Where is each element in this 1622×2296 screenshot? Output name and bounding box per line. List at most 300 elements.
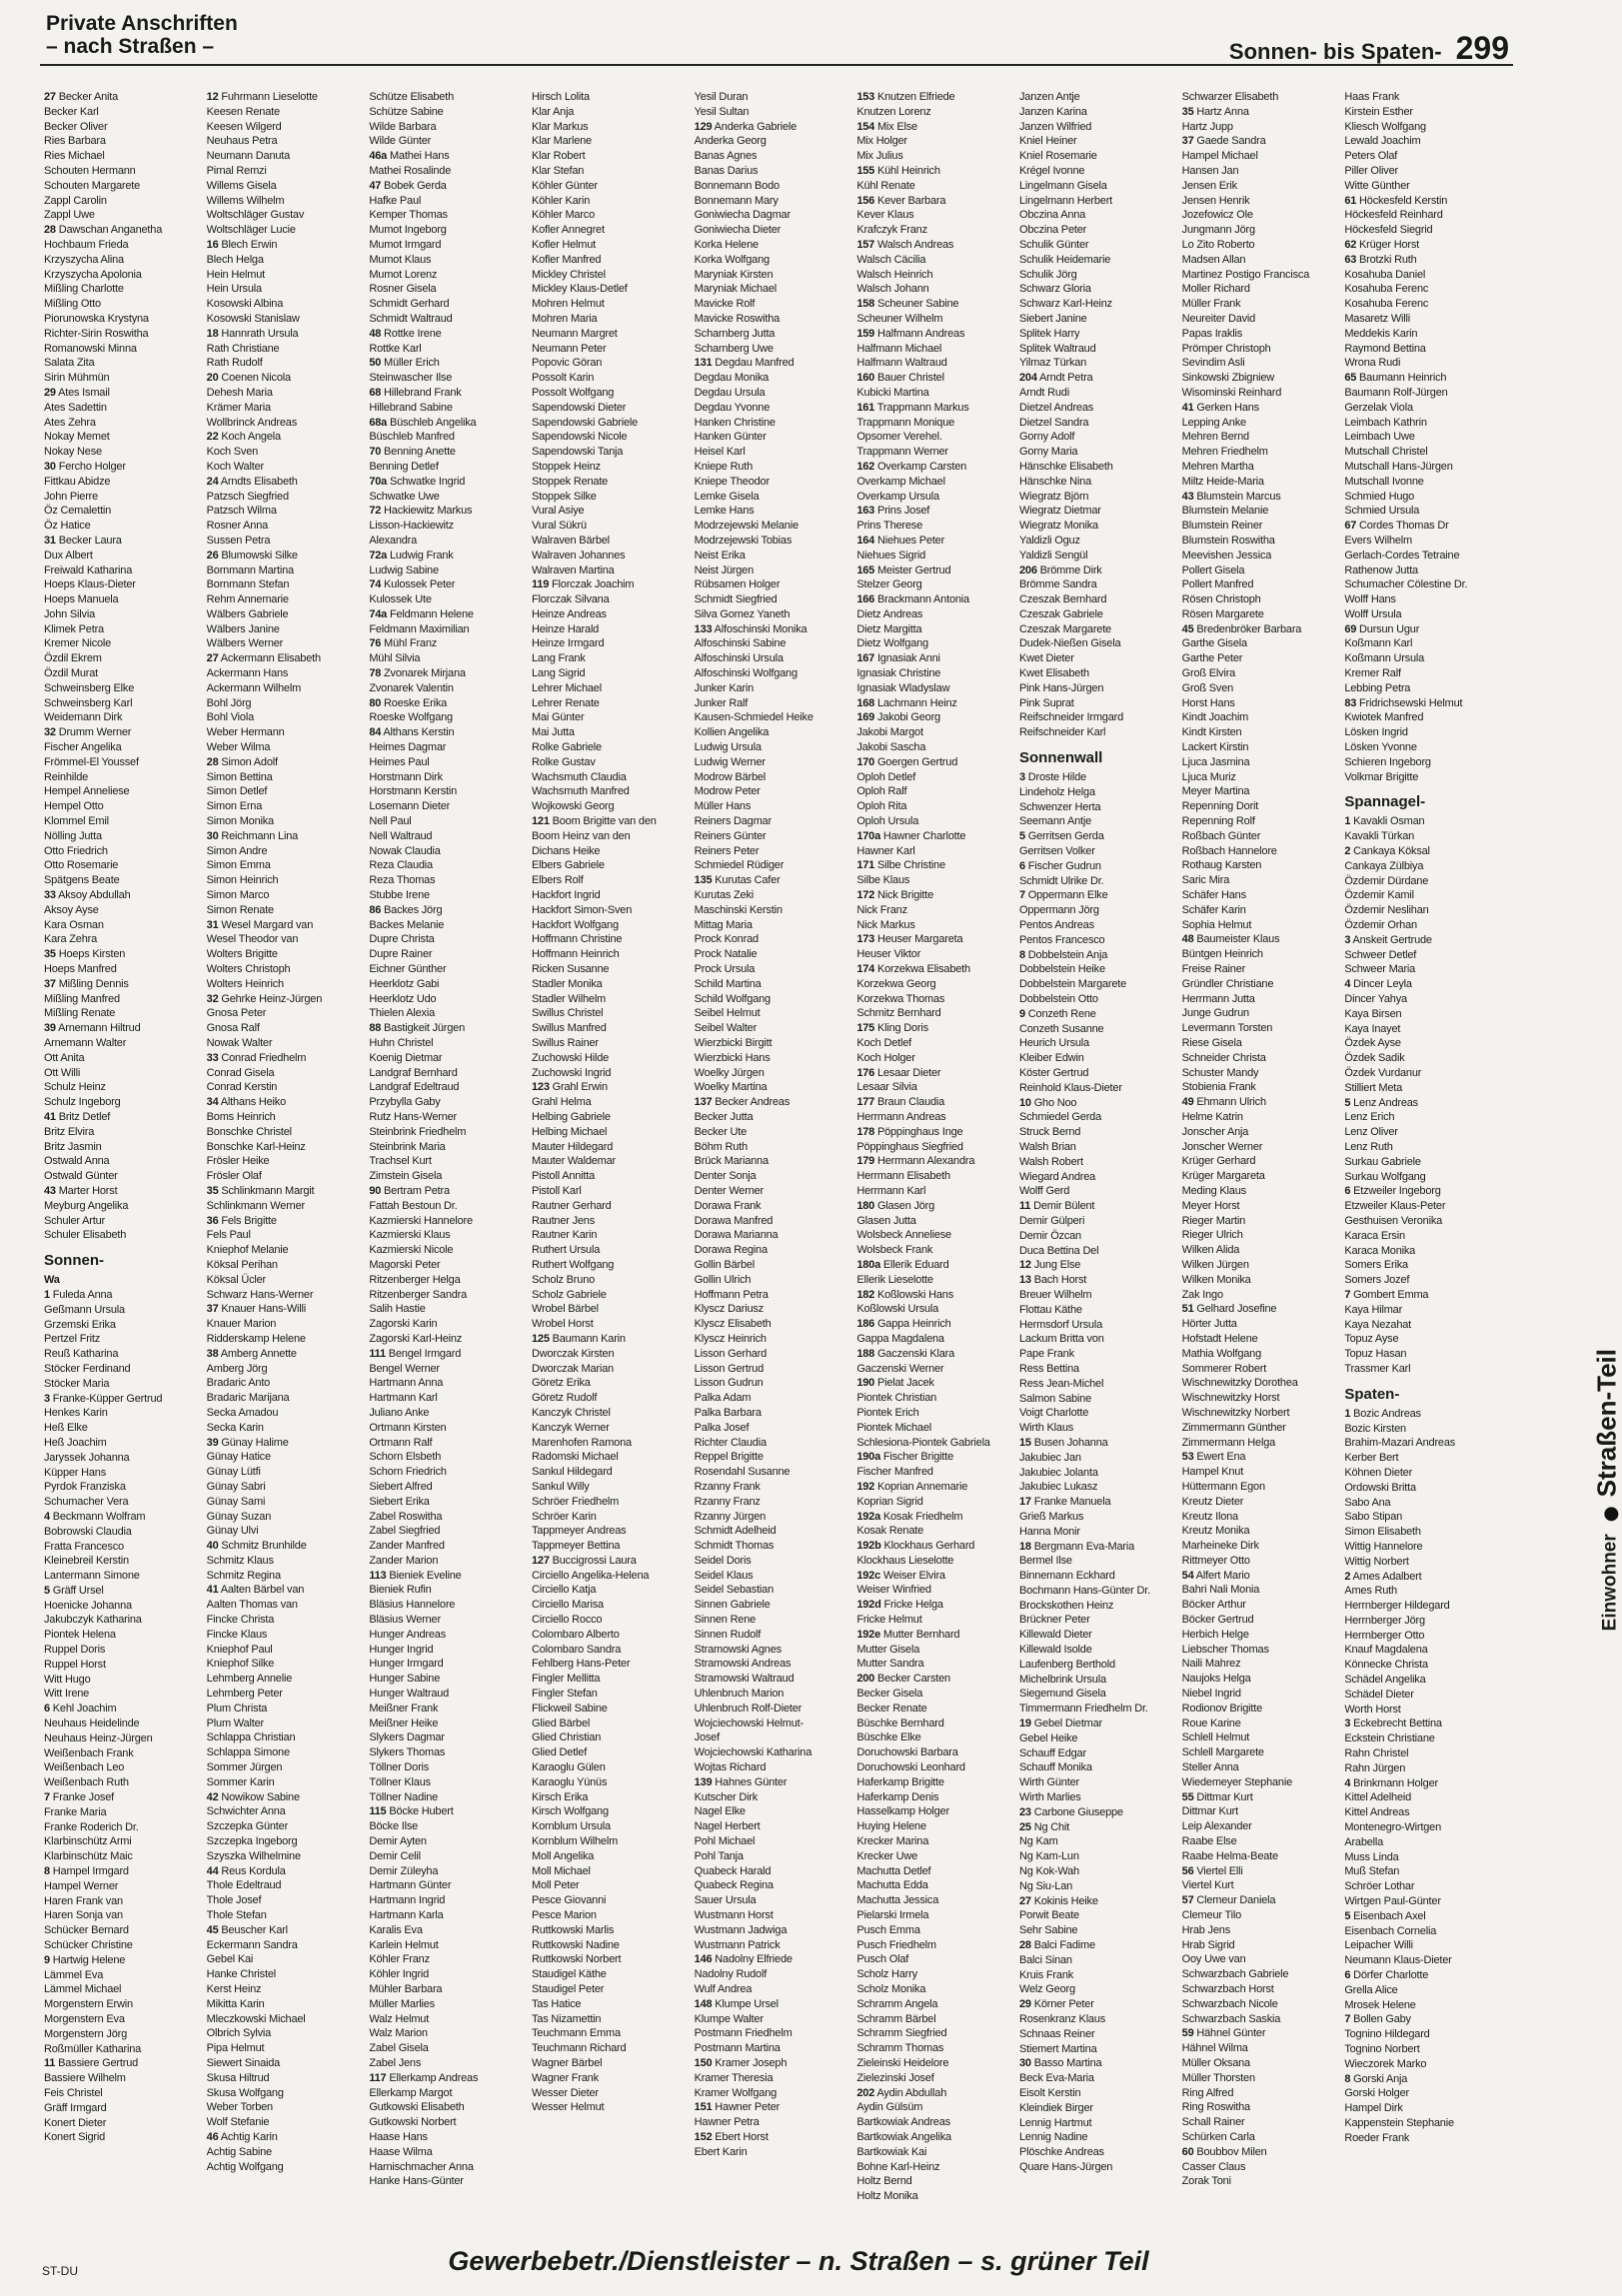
- resident-name: Kirstein Esther: [1344, 105, 1413, 118]
- resident-name: Witt Hugo: [44, 1673, 91, 1686]
- list-item: [695, 1598, 851, 1613]
- resident-name: Dux Albert: [44, 549, 93, 562]
- resident-name: Bradaric Anto: [206, 1377, 271, 1390]
- list-item: [44, 1066, 201, 1081]
- list-item: [44, 607, 201, 622]
- list-item: [207, 194, 364, 209]
- list-item: [1182, 1569, 1339, 1584]
- resident-name: Karlein Helmut: [369, 1938, 439, 1951]
- list-item: [1019, 1081, 1176, 1096]
- list-item: [1344, 1658, 1501, 1673]
- list-item: [207, 1687, 364, 1702]
- list-item: [1019, 1643, 1176, 1658]
- list-item: [207, 1066, 364, 1081]
- list-item: [856, 814, 1013, 829]
- resident-name: Althans Kerstin: [383, 726, 455, 739]
- resident-name: Heimes Dagmar: [369, 741, 447, 754]
- house-number: 164: [856, 534, 875, 547]
- list-item: [1019, 1540, 1176, 1555]
- list-item: [369, 592, 526, 607]
- house-number: 125: [532, 1332, 550, 1345]
- resident-name: Duca Bettina Del: [1019, 1244, 1099, 1257]
- resident-name: Zagorski Karin: [369, 1318, 438, 1331]
- house-number: 192e: [856, 1628, 880, 1641]
- list-item: [695, 149, 851, 164]
- resident-name: Wagner Bärbel: [532, 2056, 603, 2069]
- resident-name: Gelhard Josefine: [1196, 1303, 1277, 1316]
- resident-name: Gollin Bärbel: [694, 1258, 756, 1271]
- resident-name: Morgenstern Erwin: [44, 1998, 133, 2011]
- resident-name: Pesce Giovanni: [532, 1894, 607, 1907]
- list-item: [207, 725, 364, 740]
- list-item: [856, 2189, 1013, 2204]
- resident-name: Klar Markus: [532, 120, 589, 133]
- list-item: [44, 1154, 201, 1169]
- list-item: [207, 1080, 364, 1095]
- resident-name: Lisson Gertrud: [694, 1362, 765, 1375]
- resident-name: Hackfort Simon-Sven: [532, 903, 633, 916]
- resident-name: Breuer Wilhelm: [1019, 1288, 1092, 1301]
- list-item: [1019, 1347, 1176, 1362]
- resident-name: Becker Ute: [694, 1125, 748, 1138]
- resident-name: Jaryssek Johanna: [44, 1451, 130, 1464]
- resident-name: Sapendowski Gabriele: [532, 416, 639, 429]
- resident-name: Zimmermann Günther: [1181, 1421, 1286, 1434]
- house-number: 176: [856, 1066, 875, 1079]
- resident-name: Alfert Mario: [1195, 1569, 1250, 1582]
- list-item: [1182, 386, 1339, 401]
- list-item: [44, 2071, 201, 2086]
- list-item: [1019, 1746, 1176, 1761]
- resident-name: Lehmberg Peter: [206, 1688, 283, 1701]
- resident-name: Laufenberg Berthold: [1019, 1658, 1115, 1671]
- resident-name: Thole Josef: [206, 1894, 262, 1907]
- list-item: [532, 120, 689, 135]
- list-item: [369, 386, 526, 401]
- resident-name: Pesce Marion: [532, 1909, 597, 1922]
- directory-column: [207, 90, 364, 2228]
- list-item: [1182, 1657, 1339, 1672]
- list-item: [1019, 475, 1176, 490]
- list-item: [856, 2115, 1013, 2130]
- resident-name: Muss Linda: [1344, 1850, 1399, 1863]
- resident-name: Hoffmann Heinrich: [532, 948, 620, 961]
- resident-name: Klarbinschütz Maic: [44, 1850, 133, 1863]
- list-item: [1182, 297, 1339, 312]
- list-item: [1344, 1110, 1501, 1125]
- resident-name: Degdau Manfred: [715, 357, 795, 370]
- list-item: [1344, 1805, 1501, 1820]
- list-item: [695, 710, 851, 725]
- house-number: 80: [369, 696, 382, 709]
- list-item: [207, 2160, 364, 2175]
- house-number: 123: [532, 1081, 550, 1094]
- house-number: 155: [856, 164, 875, 177]
- list-item: [44, 829, 201, 844]
- list-item: [207, 460, 364, 475]
- resident-name: Kühl Renate: [856, 179, 915, 192]
- resident-name: Palka Barbara: [694, 1406, 762, 1419]
- list-item: [856, 2145, 1013, 2160]
- resident-name: Demir Celil: [369, 1849, 421, 1862]
- resident-name: Lenz Erich: [1344, 1111, 1395, 1124]
- resident-name: Stramowski Andreas: [694, 1658, 792, 1671]
- list-item: [856, 1893, 1013, 1908]
- house-number: 16: [206, 238, 219, 251]
- list-item: [1182, 1923, 1339, 1938]
- resident-name: Eisolt Kerstin: [1019, 2086, 1081, 2099]
- resident-name: Demir Bülent: [1033, 1200, 1095, 1213]
- list-item: [856, 1450, 1013, 1465]
- resident-name: Postmann Friedhelm: [694, 2027, 793, 2040]
- list-item: [369, 1154, 526, 1169]
- resident-name: Dupre Rainer: [369, 948, 433, 961]
- resident-name: Ackermann Wilhelm: [206, 681, 302, 694]
- list-item: [695, 1643, 851, 1658]
- list-item: [1019, 1110, 1176, 1125]
- house-number: 70: [369, 446, 382, 459]
- list-item: [1019, 2101, 1176, 2116]
- list-item: [532, 636, 689, 651]
- list-item: [369, 1465, 526, 1480]
- resident-name: Stoppek Silke: [532, 490, 597, 503]
- resident-name: Mathei Hans: [389, 150, 450, 163]
- list-item: [1182, 858, 1339, 873]
- house-number: 49: [1181, 1096, 1194, 1109]
- list-item: [1019, 696, 1176, 711]
- list-item: [207, 1169, 364, 1184]
- resident-name: Wirth Marlies: [1019, 1791, 1081, 1804]
- list-item: [1019, 1968, 1176, 1983]
- resident-name: Schouten Margarete: [44, 179, 141, 192]
- list-item: [369, 799, 526, 814]
- list-item: [207, 1184, 364, 1199]
- list-item: [695, 120, 851, 135]
- resident-name: Halfmann Michael: [856, 342, 942, 355]
- list-item: [695, 1110, 851, 1125]
- list-item: [44, 1362, 201, 1377]
- resident-name: Zabel Jens: [369, 2056, 422, 2069]
- resident-name: Wierzbicki Hans: [694, 1051, 771, 1064]
- list-item: [1019, 1495, 1176, 1510]
- resident-name: Heinze Andreas: [532, 607, 607, 620]
- list-item: [369, 1184, 526, 1199]
- resident-name: Karaoglu Gülen: [532, 1761, 606, 1774]
- resident-name: Banas Agnes: [694, 150, 758, 163]
- list-item: [1344, 1007, 1501, 1022]
- list-item: [856, 120, 1013, 135]
- resident-name: Holtz Bernd: [856, 2175, 912, 2188]
- list-item: [695, 607, 851, 622]
- house-number: 12: [1019, 1259, 1031, 1272]
- footer-text: Gewerbebetr./Dienstleister – n. Straßen – s. grüner Teil: [448, 2246, 1149, 2276]
- list-item: [1182, 962, 1339, 977]
- list-item: [1344, 1703, 1501, 1718]
- list-item: [207, 1657, 364, 1672]
- resident-name: Nowak Walter: [206, 1037, 273, 1049]
- list-item: [1182, 636, 1339, 651]
- list-item: [44, 1554, 201, 1569]
- list-item: [1182, 1819, 1339, 1834]
- list-item: [532, 1997, 689, 2012]
- house-number: 154: [856, 120, 875, 133]
- resident-name: Maryniak Kirsten: [694, 268, 774, 281]
- resident-name: Ruttkowski Marlis: [532, 1923, 615, 1936]
- resident-name: Meißner Frank: [369, 1702, 439, 1715]
- list-item: [207, 1154, 364, 1169]
- list-item: [532, 755, 689, 770]
- house-number: 46a: [369, 150, 388, 163]
- resident-name: Staudigel Peter: [532, 1983, 605, 1995]
- list-item: [695, 962, 851, 977]
- resident-name: Rehm Annemarie: [206, 593, 289, 606]
- resident-name: Kleinebreil Kerstin: [44, 1555, 129, 1568]
- list-item: [1182, 2086, 1339, 2101]
- resident-name: Kirsch Wolfgang: [532, 1805, 609, 1818]
- resident-name: Rolke Gabriele: [532, 741, 602, 754]
- list-item: [369, 401, 526, 416]
- resident-name: Neist Erika: [694, 549, 746, 562]
- list-item: [532, 592, 689, 607]
- house-number: 43: [44, 1184, 56, 1197]
- list-item: [856, 696, 1013, 711]
- resident-name: Wilde Günter: [369, 135, 432, 148]
- list-item: [1344, 1081, 1501, 1096]
- resident-name: Modrow Bärbel: [694, 770, 767, 783]
- resident-name: Dittmar Kurt: [1196, 1790, 1253, 1803]
- resident-name: Papas Iraklis: [1181, 327, 1243, 340]
- street-heading: Spaten-: [1344, 1385, 1400, 1403]
- resident-name: Radomski Michael: [532, 1451, 619, 1464]
- list-item: [369, 1804, 526, 1819]
- list-item: [207, 564, 364, 578]
- list-item: [369, 1702, 526, 1717]
- resident-name: Hanke Hans-Günter: [369, 2175, 464, 2188]
- resident-name: Gräff Ursel: [52, 1584, 104, 1597]
- list-item: [1344, 90, 1501, 105]
- section-range: Sonnen- bis Spaten-: [1228, 39, 1442, 64]
- list-item: [369, 504, 526, 519]
- list-item: [207, 1258, 364, 1273]
- list-item: [369, 194, 526, 209]
- list-item: [856, 238, 1013, 253]
- resident-name: Schädel Angelika: [1344, 1674, 1426, 1687]
- resident-name: Bengel Irmgard: [388, 1347, 462, 1360]
- resident-name: Nell Waltraud: [369, 829, 433, 842]
- list-item: [695, 2115, 851, 2130]
- house-number: 33: [206, 1051, 219, 1064]
- resident-name: Böcke Hubert: [389, 1805, 454, 1818]
- resident-name: Elbers Rolf: [532, 874, 584, 887]
- list-item: [369, 1775, 526, 1790]
- resident-name: Schlappa Christian: [206, 1731, 296, 1744]
- list-item: [1344, 238, 1501, 253]
- list-item: [1019, 1820, 1176, 1835]
- resident-name: Wischnewitzky Horst: [1181, 1392, 1280, 1405]
- list-item: [856, 401, 1013, 416]
- resident-name: Simon Monika: [206, 815, 274, 828]
- resident-name: Ebert Karin: [694, 2145, 748, 2158]
- resident-name: Trappmann Monique: [856, 416, 955, 429]
- resident-name: Zabel Siegfried: [369, 1525, 441, 1538]
- list-item: [1182, 1154, 1339, 1169]
- list-item: [1344, 342, 1501, 357]
- list-item: [1019, 859, 1176, 874]
- list-item: [44, 312, 201, 327]
- list-item: [369, 1849, 526, 1864]
- list-item: [856, 1643, 1013, 1658]
- list-item: [207, 1302, 364, 1317]
- list-item: [1344, 2027, 1501, 2042]
- list-item: [695, 1804, 851, 1819]
- resident-name: Wojciechowski Katharina: [694, 1746, 812, 1759]
- list-item: [856, 1908, 1013, 1923]
- house-number: 173: [856, 933, 875, 946]
- resident-name: Dietz Margitta: [856, 622, 922, 635]
- list-item: [695, 1952, 851, 1967]
- resident-name: Rutz Hans-Werner: [369, 1110, 458, 1123]
- list-item: [207, 430, 364, 445]
- sidebar-tab: [1591, 1349, 1622, 1631]
- resident-name: Trappmann Werner: [856, 446, 948, 459]
- resident-name: Mix Holger: [856, 135, 907, 148]
- resident-name: Böcker Arthur: [1181, 1599, 1246, 1612]
- list-item: [369, 1362, 526, 1377]
- list-item: [207, 1849, 364, 1864]
- resident-name: Schäfer Hans: [1181, 889, 1246, 902]
- resident-name: Schwarz Karl-Heinz: [1019, 298, 1112, 311]
- resident-name: Kosahuba Ferenc: [1344, 283, 1429, 296]
- resident-name: Günay Sabri: [206, 1480, 266, 1493]
- list-item: [532, 799, 689, 814]
- resident-name: Geßmann Ursula: [44, 1303, 125, 1316]
- list-item: [1019, 1036, 1176, 1051]
- list-item: [207, 1554, 364, 1569]
- list-item: [1182, 947, 1339, 962]
- list-item: [207, 1643, 364, 1658]
- resident-name: Bornmann Martina: [206, 564, 294, 576]
- resident-name: Gorski Anja: [1353, 2072, 1408, 2085]
- list-item: [1182, 1288, 1339, 1303]
- resident-name: Korzekwa Georg: [856, 977, 936, 990]
- resident-name: Fratta Francesco: [44, 1540, 124, 1553]
- resident-name: Kofler Annegret: [532, 224, 605, 237]
- resident-name: Wittig Hannelore: [1344, 1540, 1423, 1553]
- list-item: [856, 2041, 1013, 2056]
- resident-name: Trappmann Markus: [876, 401, 969, 414]
- list-item: [369, 770, 526, 785]
- house-number: 135: [694, 874, 713, 887]
- list-item: [1019, 607, 1176, 622]
- resident-name: Tas Hatice: [532, 1997, 582, 2010]
- house-number: 113: [369, 1569, 387, 1582]
- resident-name: Karalis Eva: [369, 1923, 423, 1936]
- resident-name: Carbone Giuseppe: [1033, 1805, 1123, 1818]
- list-item: [856, 1687, 1013, 1702]
- resident-name: Kappenstein Stephanie: [1344, 2116, 1454, 2129]
- resident-name: Zuchowski Ingrid: [532, 1066, 612, 1079]
- resident-name: Krzyszycha Apolonia: [44, 268, 142, 281]
- resident-name: Olbrich Sylvia: [206, 2027, 272, 2040]
- list-item: [532, 223, 689, 238]
- resident-name: Jung Else: [1033, 1259, 1081, 1272]
- list-item: [207, 710, 364, 725]
- list-item: [695, 1583, 851, 1598]
- resident-name: Ring Alfred: [1181, 2086, 1234, 2099]
- list-item: [1019, 1214, 1176, 1229]
- list-item: [695, 844, 851, 859]
- resident-name: Swillus Manfred: [532, 1022, 607, 1035]
- list-item: [44, 844, 201, 859]
- page-code: ST-DU: [42, 2264, 78, 2278]
- list-item: [44, 1273, 201, 1288]
- house-number: 56: [1181, 1864, 1194, 1877]
- list-item: [1344, 1347, 1501, 1362]
- resident-name: Mix Else: [876, 120, 917, 133]
- list-item: [207, 740, 364, 755]
- resident-name: Mathei Rosalinde: [369, 164, 452, 177]
- list-item: [207, 1628, 364, 1643]
- resident-name: Ignasiak Christine: [856, 667, 941, 680]
- resident-name: Uhlenbruch Rolf-Dieter: [694, 1702, 803, 1715]
- resident-name: Schmitz Klaus: [206, 1554, 274, 1567]
- list-item: [856, 327, 1013, 342]
- list-item: [1344, 1864, 1501, 1879]
- list-item: [1019, 1834, 1176, 1849]
- list-item: [1344, 1051, 1501, 1066]
- resident-name: Eckstein Christiane: [1344, 1732, 1435, 1745]
- house-number: 7: [1344, 2013, 1351, 2026]
- list-item: [1182, 445, 1339, 460]
- house-number: 48: [369, 327, 382, 340]
- list-item: [695, 1745, 851, 1760]
- list-item: [1344, 755, 1501, 770]
- resident-name: Zvonarek Mirjana: [384, 667, 466, 680]
- resident-name: Gehrke Heinz-Jürgen: [221, 992, 323, 1005]
- list-item: [856, 1258, 1013, 1273]
- resident-name: Schwarzer Elisabeth: [1181, 91, 1279, 103]
- resident-name: Patzsch Wilma: [206, 505, 277, 518]
- resident-name: Wesser Helmut: [532, 2101, 605, 2114]
- list-item: [856, 312, 1013, 327]
- resident-name: Wilde Barbara: [369, 120, 437, 133]
- resident-name: Lämmel Eva: [44, 1968, 104, 1981]
- resident-name: Hawner Karl: [856, 844, 915, 857]
- house-number: 166: [856, 593, 875, 606]
- list-item: [44, 592, 201, 607]
- resident-name: Teuchmann Emma: [532, 2027, 621, 2040]
- resident-name: Kniephof Silke: [206, 1658, 275, 1671]
- resident-name: Amberg Annette: [220, 1347, 297, 1360]
- resident-name: Bobek Gerda: [384, 179, 447, 192]
- list-item: [369, 519, 526, 534]
- list-item: [207, 2012, 364, 2027]
- list-item: [1344, 1244, 1501, 1259]
- list-item: [44, 475, 201, 490]
- list-item: [532, 1598, 689, 1613]
- resident-name: Wolters Christoph: [206, 963, 291, 976]
- house-number: 11: [44, 2057, 56, 2070]
- house-number: 32: [206, 992, 219, 1005]
- resident-name: Simon Renate: [206, 903, 274, 916]
- list-item: [369, 1391, 526, 1406]
- resident-name: Kollien Angelika: [694, 726, 770, 739]
- list-item: [1344, 1938, 1501, 1953]
- resident-name: Oploh Detlef: [856, 770, 916, 783]
- resident-name: Nick Markus: [856, 918, 915, 931]
- list-item: [695, 1730, 851, 1745]
- resident-name: Richter-Sirin Roswitha: [44, 327, 149, 340]
